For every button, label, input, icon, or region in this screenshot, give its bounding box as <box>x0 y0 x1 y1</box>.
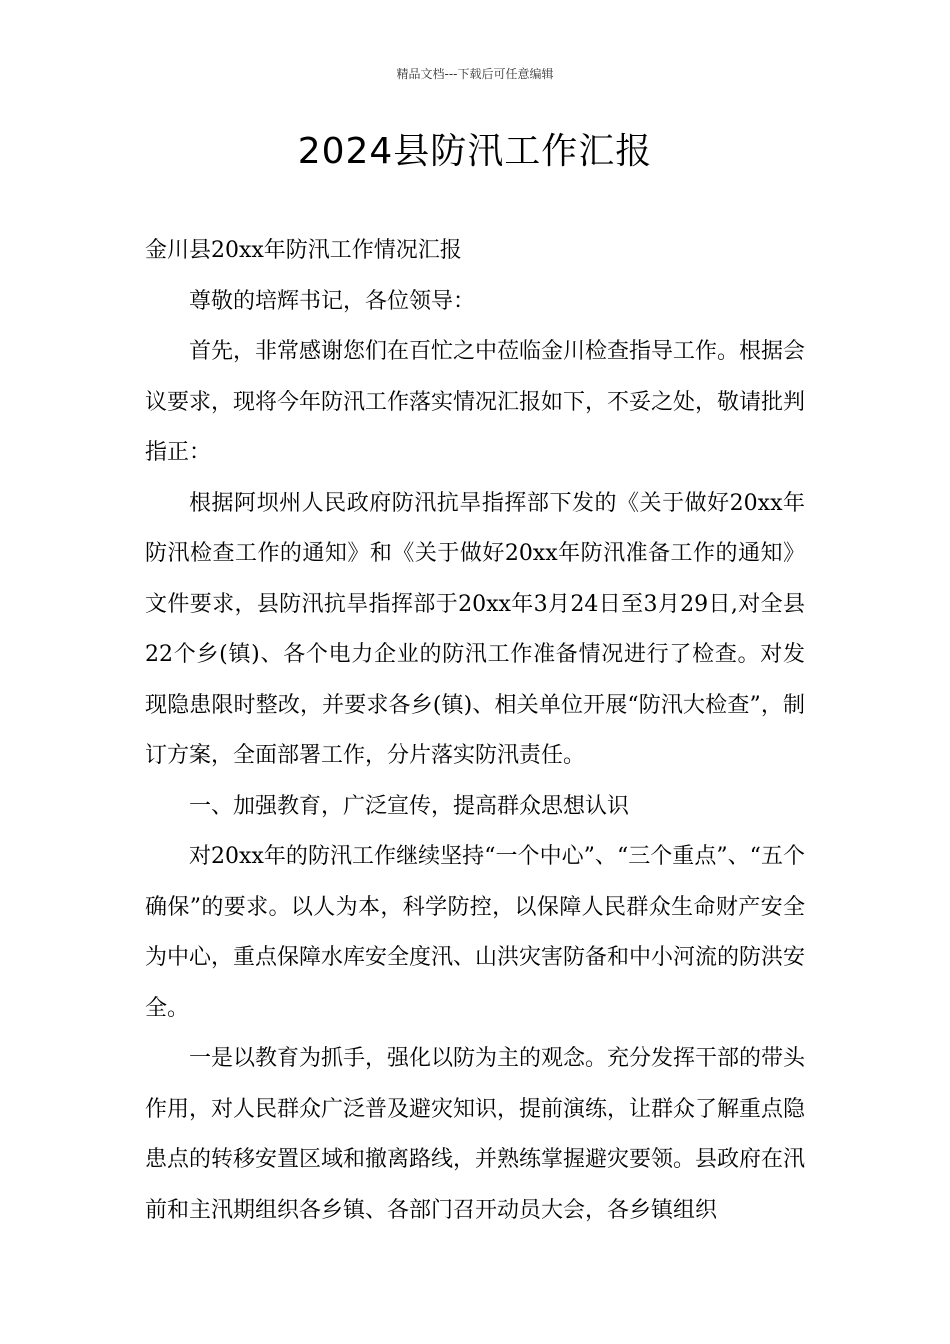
header-note: 精品文档---下载后可任意编辑 <box>396 67 554 81</box>
paragraph-salutation: 尊敬的培辉书记，各位领导： <box>189 288 476 314</box>
section-heading-1: 一、加强教育，广泛宣传，提高群众思想认识 <box>189 793 630 819</box>
report-subtitle: 金川县20xx年防汛工作情况汇报 <box>145 238 462 263</box>
document-body <box>145 226 805 1236</box>
paragraph-opening: 首先，非常感谢您们在百忙之中莅临金川检查指导工作。根据会议要求，现将今年防汛工作落实情况汇报如下，不妥之处，敬请批判指正： <box>145 339 806 465</box>
paragraph-inspection: 根据阿坝州人民政府防汛抗旱指挥部下发的《关于做好20xx年防汛检查工作的通知》和《关于做好20xx年防汛准备工作的通知》文件要求，县防汛抗旱指挥部于20xx年3月24日至3月29日,对全县22个乡(镇)、各个电力企业的防汛工作准备情况进行了检查。对发现隐患限时整改，并要求各乡(镇)、相关单位开展“防汛大检查”，制订方案，全面部署工作，分片落实防汛责任。 <box>145 490 805 768</box>
document-title: 2024县防汛工作汇报 <box>297 131 653 172</box>
paragraph-requirements: 对20xx年的防汛工作继续坚持“一个中心”、“三个重点”、“五个确保”的要求。以人为本，科学防控，以保障人民群众生命财产安全为中心，重点保障水库安全度汛、山洪灾害防备和中小河流的防洪安全。 <box>145 844 806 1021</box>
paragraph-education: 一是以教育为抓手，强化以防为主的观念。充分发挥干部的带头作用，对人民群众广泛普及避灾知识，提前演练，让群众了解重点隐患点的转移安置区域和撤离路线，并熟练掌握避灾要领。县政府在汛前和主汛期组织各乡镇、各部门召开动员大会，各乡镇组织 <box>145 1046 806 1223</box>
